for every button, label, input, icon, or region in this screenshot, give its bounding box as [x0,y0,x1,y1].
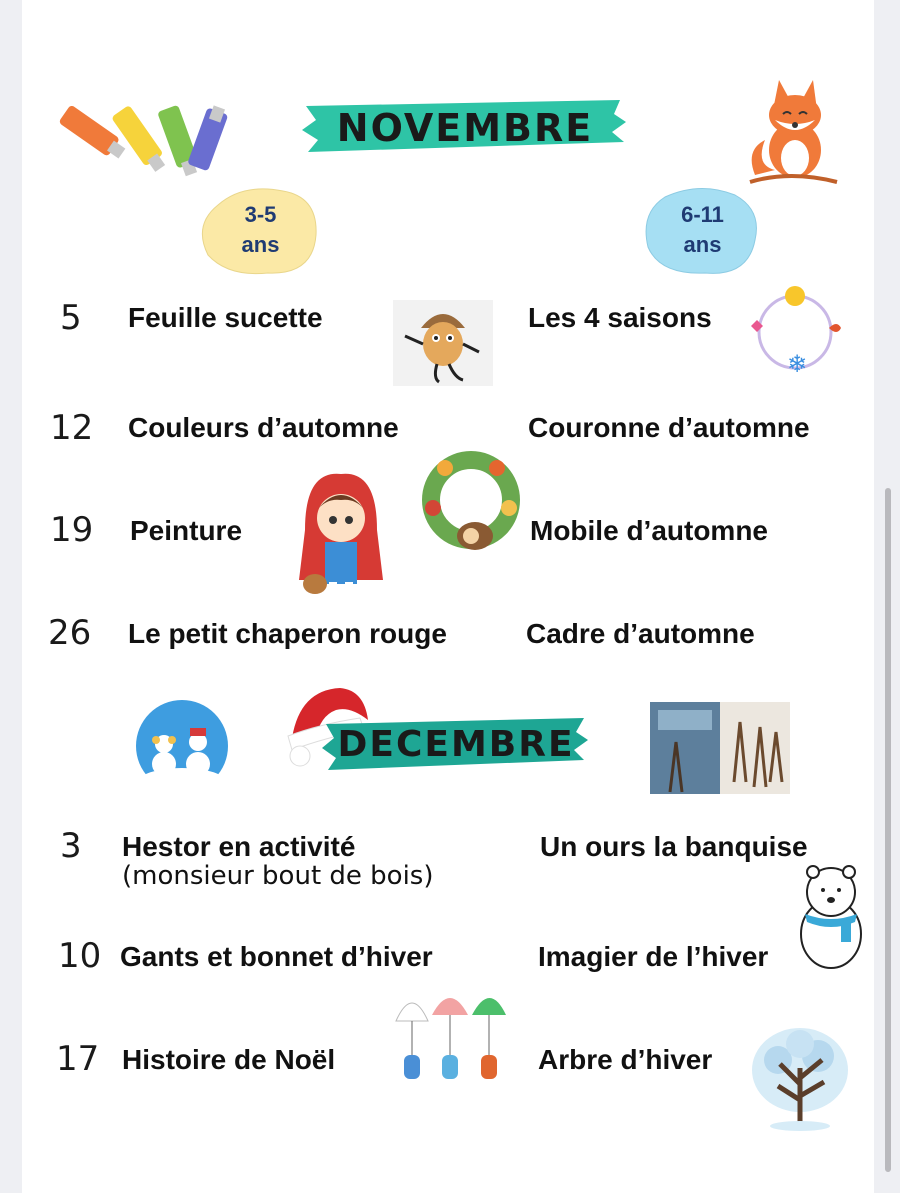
activity-hestor-subtitle: (monsieur bout de bois) [122,861,434,891]
activity-peinture: Peinture [130,515,243,546]
december-title: DECEMBRE [337,724,575,765]
scrollbar[interactable] [885,488,891,1172]
winter-hats-mittens-icon [392,985,510,1095]
fox-icon [745,70,840,190]
december-banner [322,712,590,778]
polar-bear-icon [795,862,867,972]
activity-ours-banquise: Un ours la banquise [540,831,808,862]
date-nov-12: 12 [50,408,94,448]
date-nov-26: 26 [48,613,92,653]
date-dec-3: 3 [60,826,82,866]
age-unit-6-11: ans [683,232,722,257]
date-nov-19: 19 [50,510,94,550]
autumn-wreath-icon [415,438,527,558]
svg-text:❄: ❄ [787,350,808,378]
activity-imagier-hiver: Imagier de l’hiver [538,941,769,972]
age-badge-6-11 [640,185,765,280]
activity-hestor-en-activite: Hestor en activité [122,831,356,862]
winter-tree-icon [748,1022,852,1132]
red-riding-hood-icon [295,470,387,610]
activity-arbre-hiver: Arbre d’hiver [538,1044,713,1075]
snowmen-photo-icon [134,698,230,794]
activity-feuille-sucette: Feuille sucette [128,302,323,333]
activity-cadre-automne: Cadre d’automne [526,618,755,649]
activity-petit-chaperon-rouge: Le petit chaperon rouge [128,618,447,649]
activity-gants-bonnet: Gants et bonnet d’hiver [120,941,433,972]
age-unit-3-5: ans [241,232,280,257]
age-label-6-11: 6-11 [681,202,724,227]
date-dec-10: 10 [58,936,102,976]
age-label-3-5: 3-5 [244,202,277,227]
november-title: NOVEMBRE [336,106,594,150]
age-badge-3-5 [198,185,323,280]
activity-histoire-noel: Histoire de Noël [122,1044,336,1075]
activity-les-4-saisons: Les 4 saisons [528,302,712,333]
acorn-character-icon [393,300,493,386]
november-banner [300,92,630,162]
activity-couronne-automne: Couronne d’automne [528,412,810,443]
activity-couleurs-automne: Couleurs d’automne [128,412,399,443]
date-nov-5: 5 [60,298,82,338]
date-dec-17: 17 [56,1039,100,1079]
monsieur-bout-de-bois-photo [650,702,790,794]
four-seasons-icon [745,282,845,382]
paint-tubes-icon [44,88,234,188]
activity-mobile-automne: Mobile d’automne [530,515,768,546]
